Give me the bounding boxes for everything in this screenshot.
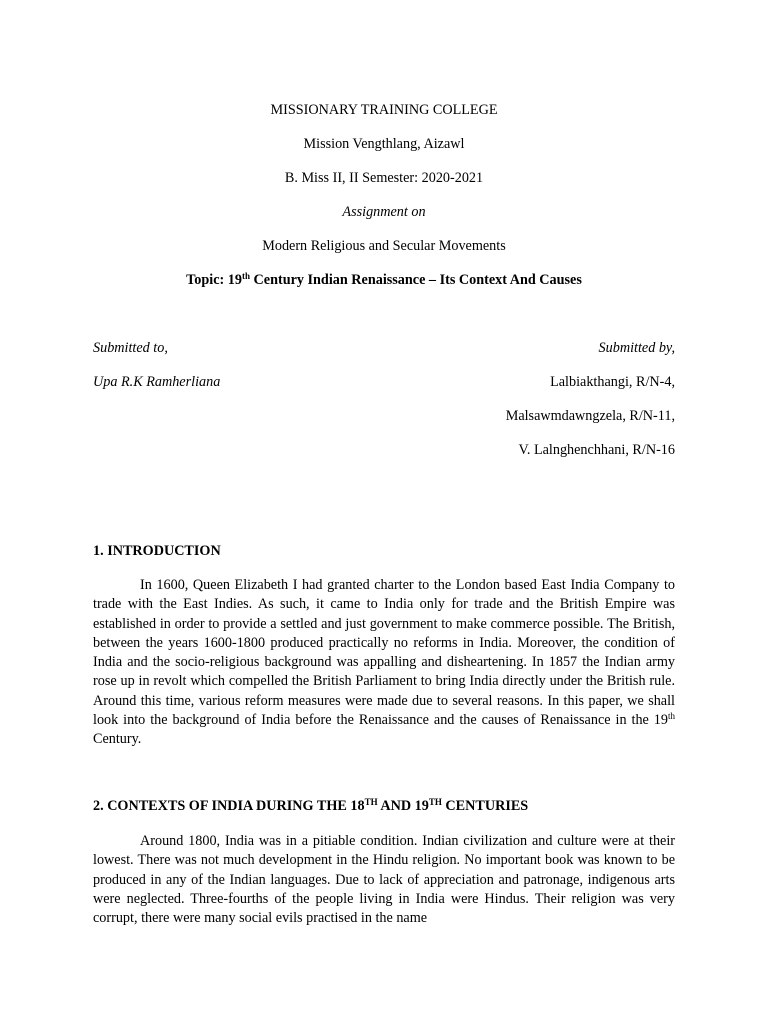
introduction-text-end: Century. (93, 731, 142, 748)
submitted-by-label: Submitted by, (598, 340, 675, 356)
topic-title (93, 271, 675, 289)
contexts-heading-sup-b: TH (428, 797, 442, 807)
college-location: Mission Vengthlang, Aizawl (303, 136, 465, 152)
introduction-paragraph (93, 576, 675, 750)
course-info: B. Miss II, II Semester: 2020-2021 (284, 170, 484, 186)
college-name: MISSIONARY TRAINING COLLEGE (270, 102, 498, 118)
assignment-label: Assignment on (342, 204, 426, 220)
submitted-by-name-1: Lalbiakthangi, R/N-4, (550, 374, 675, 390)
submitted-to-name: Upa R.K Ramherliana (93, 374, 221, 390)
topic-rest: Century Indian Renaissance – Its Context And Causes (249, 272, 582, 288)
subject-title: Modern Religious and Secular Movements (262, 238, 506, 254)
submitted-to-label: Submitted to, (93, 340, 168, 356)
contexts-heading-sup-a: TH (364, 797, 378, 807)
section-heading-contexts (93, 797, 528, 815)
contexts-heading-a: 2. CONTEXTS OF INDIA DURING THE 18 (93, 798, 365, 814)
section-heading-introduction: 1. INTRODUCTION (93, 543, 221, 559)
introduction-superscript: th (667, 711, 675, 722)
introduction-text: In 1600, Queen Elizabeth I had granted charter to the London based East India Company to trade with the East Indies. As such, it came to India only for trade and the British Empire was established in order to provide a settled and just government to make commerce possible. The British, between the years 1600-1800 produced practically no reforms in India. Moreover, the condition of India and the socio-religious background was appalling and disheartening. In 1857 the Indian army rose up in revolt which compelled the British Parliament to bring India directly under the British rule. Around this time, various reform measures were made due to several reasons. In this paper, we shall look into the background of India before the Renaissance and the causes of Renaissance in the 19 (93, 577, 675, 729)
contexts-heading-c: CENTURIES (441, 798, 529, 814)
contexts-paragraph: Around 1800, India was in a pitiable condition. Indian civilization and culture were at their lowest. There was not much development in the Hindu religion. No important book was known to be produced in any of the Indian languages. Due to lack of appreciation and patronage, indigenous arts were neglected. Three-fourths of the people living in India were Hindus. Their religion was very corrupt, there were many social evils practised in the name (93, 833, 675, 927)
contexts-heading-b: AND 19 (377, 798, 429, 814)
topic-prefix: Topic: 19 (186, 272, 242, 288)
document-page (93, 0, 675, 1024)
submitted-by-name-3: V. Lalnghenchhani, R/N-16 (518, 442, 675, 458)
submitted-by-name-2: Malsawmdawngzela, R/N-11, (505, 408, 675, 424)
topic-superscript: th (241, 271, 250, 281)
